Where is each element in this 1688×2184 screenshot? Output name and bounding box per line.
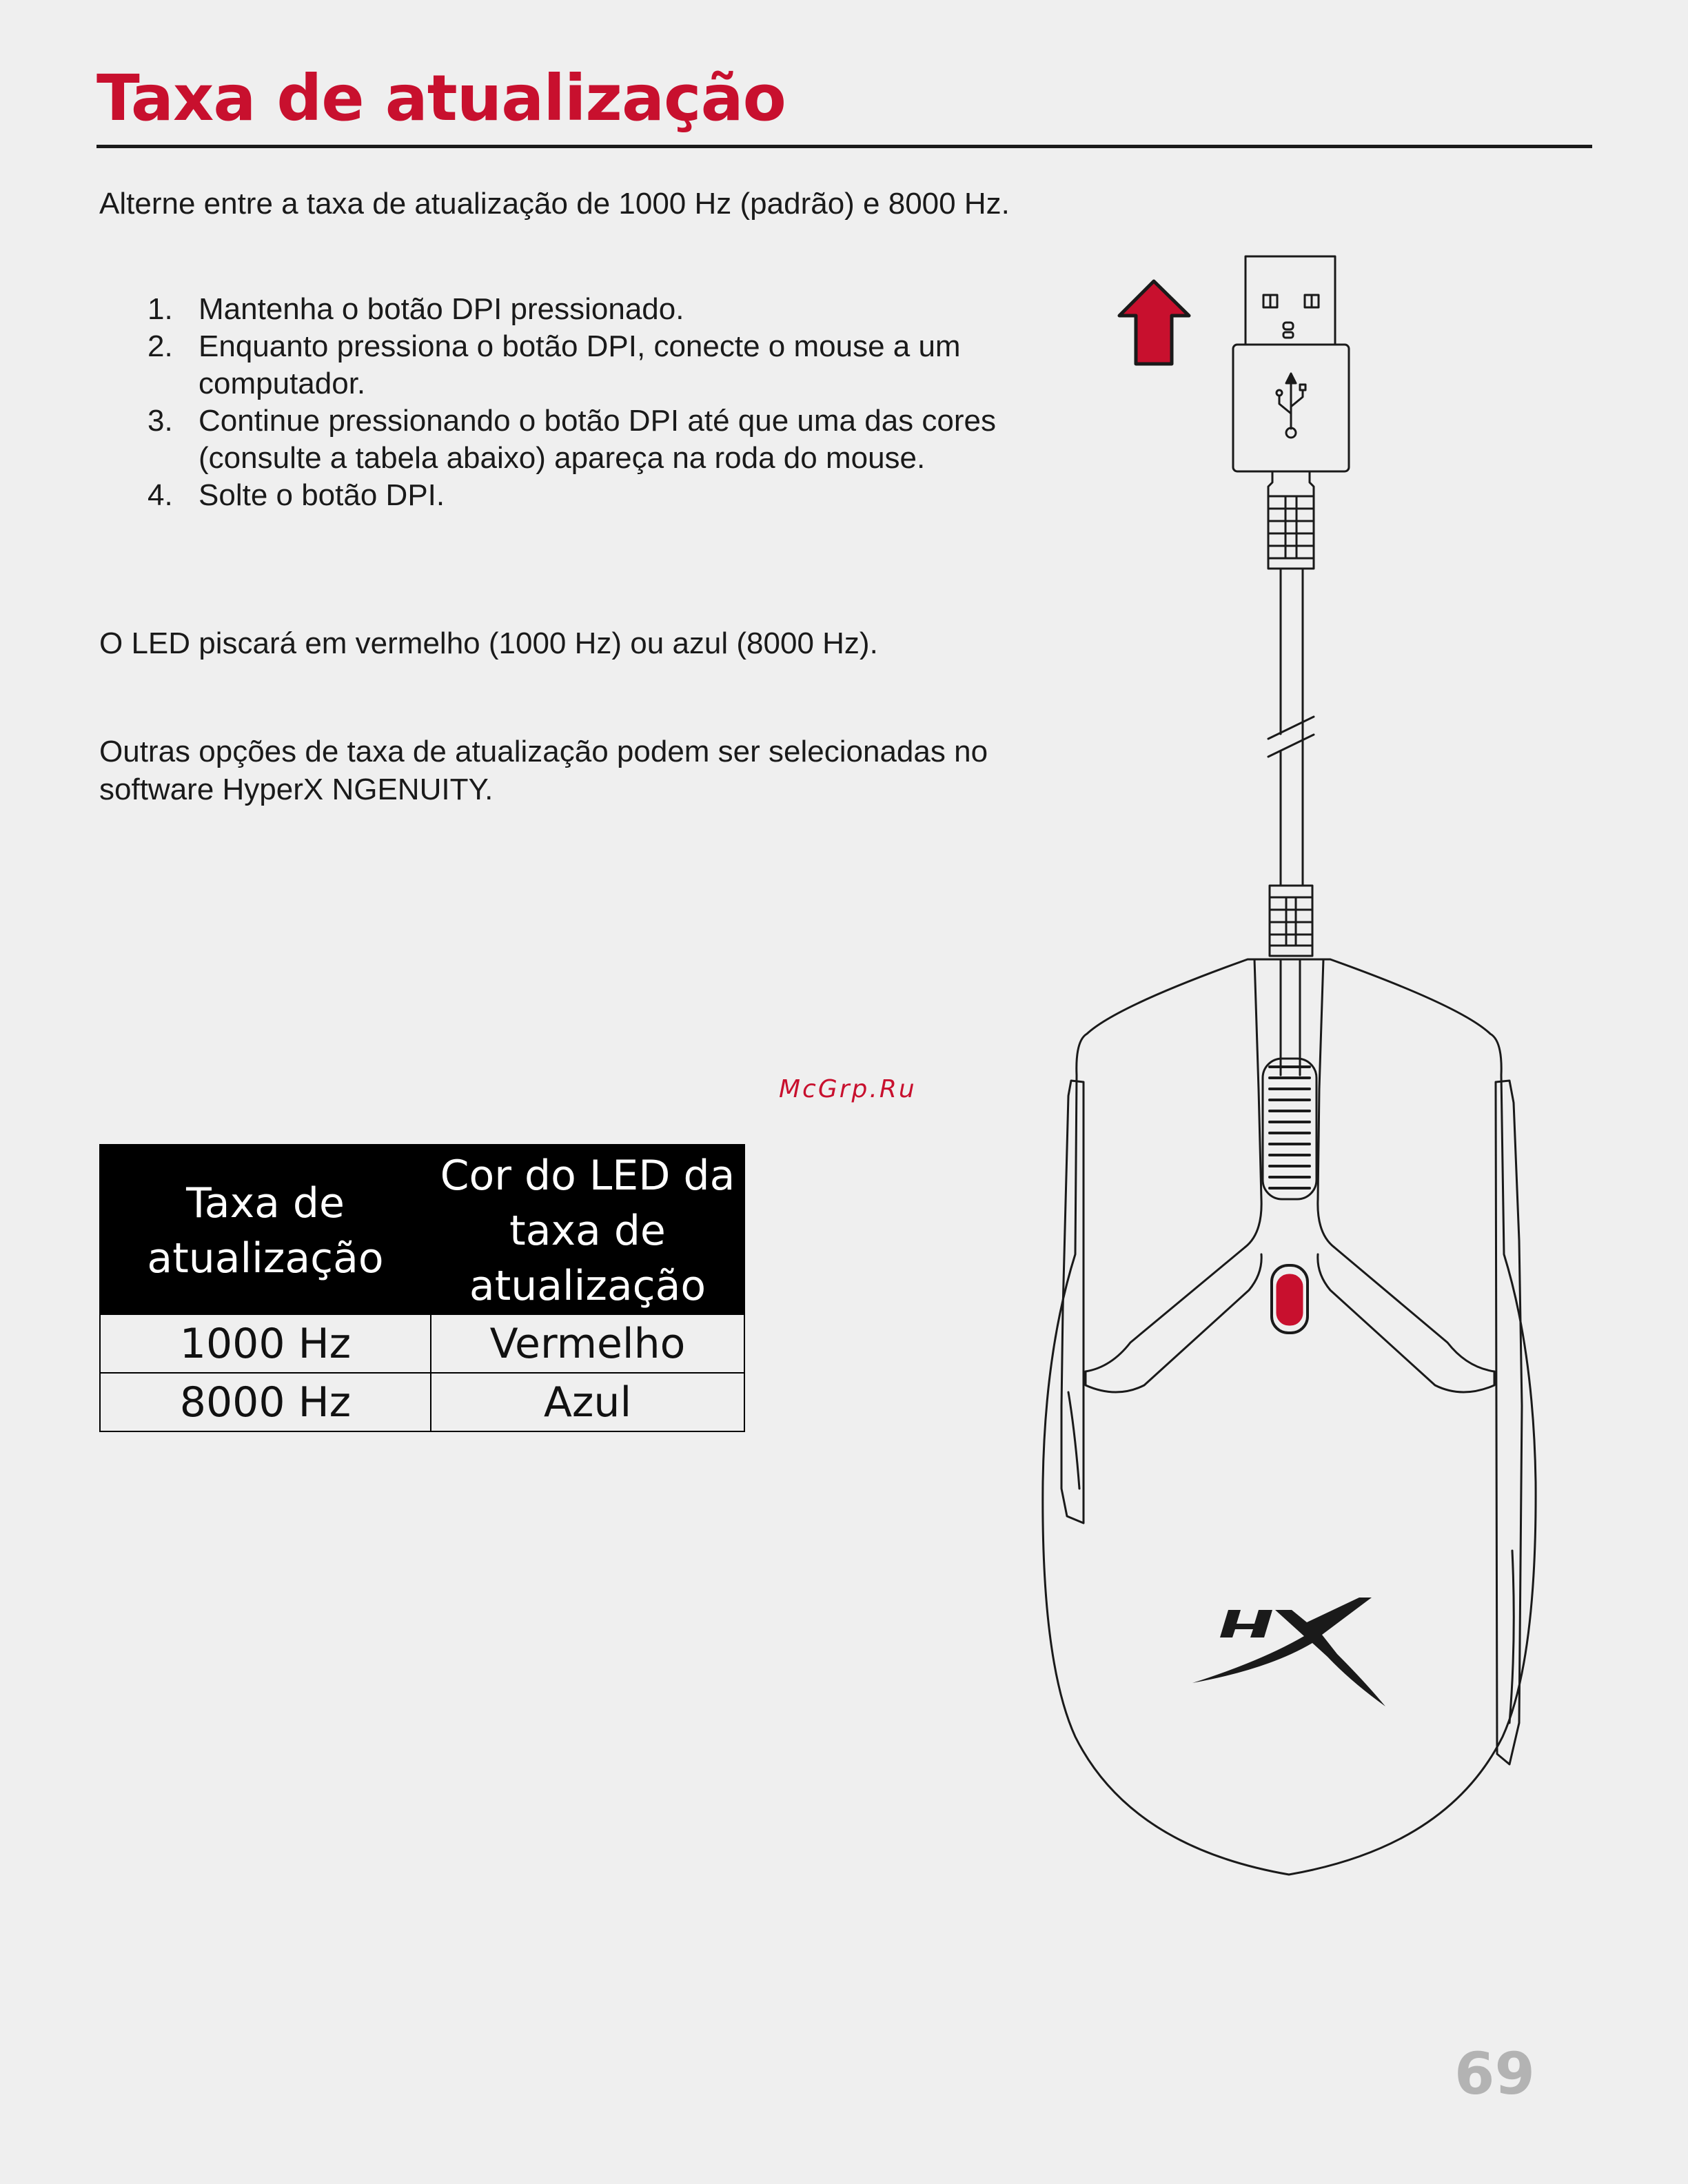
mouse-body — [1043, 959, 1536, 1875]
step-item — [148, 477, 1044, 514]
step-number: 3. — [148, 404, 173, 438]
software-note: Outras opções de taxa de atualização podem ser selecionadas no software HyperX NGENUITY. — [99, 735, 988, 806]
page-number: 69 — [1454, 2040, 1535, 2108]
hyperx-logo — [1192, 1598, 1385, 1706]
step-number: 2. — [148, 329, 173, 363]
cable — [1268, 569, 1314, 886]
steps-list — [148, 291, 1044, 514]
usb-connector — [1233, 256, 1349, 471]
step-number: 4. — [148, 478, 173, 512]
mouse-strain-relief — [1270, 886, 1312, 956]
page-title: Taxa de atualização — [96, 61, 786, 135]
title-divider — [96, 145, 1592, 148]
step-text: Mantenha o botão DPI pressionado. — [199, 292, 684, 326]
intro-text: Alterne entre a taxa de atualização de 1000 Hz (padrão) e 8000 Hz. — [99, 187, 1010, 221]
step-item — [148, 328, 1044, 402]
led-indicator — [1277, 1275, 1302, 1325]
step-number: 1. — [148, 292, 173, 326]
table-cell-rate: 8000 Hz — [100, 1373, 431, 1431]
mouse-usb-illustration — [1020, 248, 1572, 1888]
table-cell-rate: 1000 Hz — [100, 1314, 431, 1373]
table-cell-color: Vermelho — [431, 1314, 744, 1373]
table-header-rate: Taxa de atualização — [100, 1145, 431, 1314]
table-row — [100, 1373, 744, 1431]
usb-icon — [1277, 374, 1305, 438]
scroll-wheel — [1263, 1059, 1316, 1199]
dpi-button — [1272, 1265, 1308, 1333]
step-text: Enquanto pressiona o botão DPI, conecte o mouse a um computador. — [199, 329, 961, 400]
step-item — [148, 402, 1044, 477]
table-row — [100, 1314, 744, 1373]
table-cell-color: Azul — [431, 1373, 744, 1431]
watermark: McGrp.Ru — [779, 1075, 917, 1103]
step-item — [148, 291, 1044, 328]
step-text: Continue pressionando o botão DPI até que uma das cores (consulte a tabela abaixo) apareça na roda do mouse. — [199, 404, 996, 475]
cable-strain-relief — [1268, 471, 1314, 569]
up-arrow-icon — [1119, 281, 1189, 364]
refresh-rate-table — [99, 1144, 745, 1432]
table-header-led-color: Cor do LED da taxa de atualização — [431, 1145, 744, 1314]
step-text: Solte o botão DPI. — [199, 478, 445, 512]
led-note: O LED piscará em vermelho (1000 Hz) ou azul (8000 Hz). — [99, 626, 878, 660]
table-header-row — [100, 1145, 744, 1314]
